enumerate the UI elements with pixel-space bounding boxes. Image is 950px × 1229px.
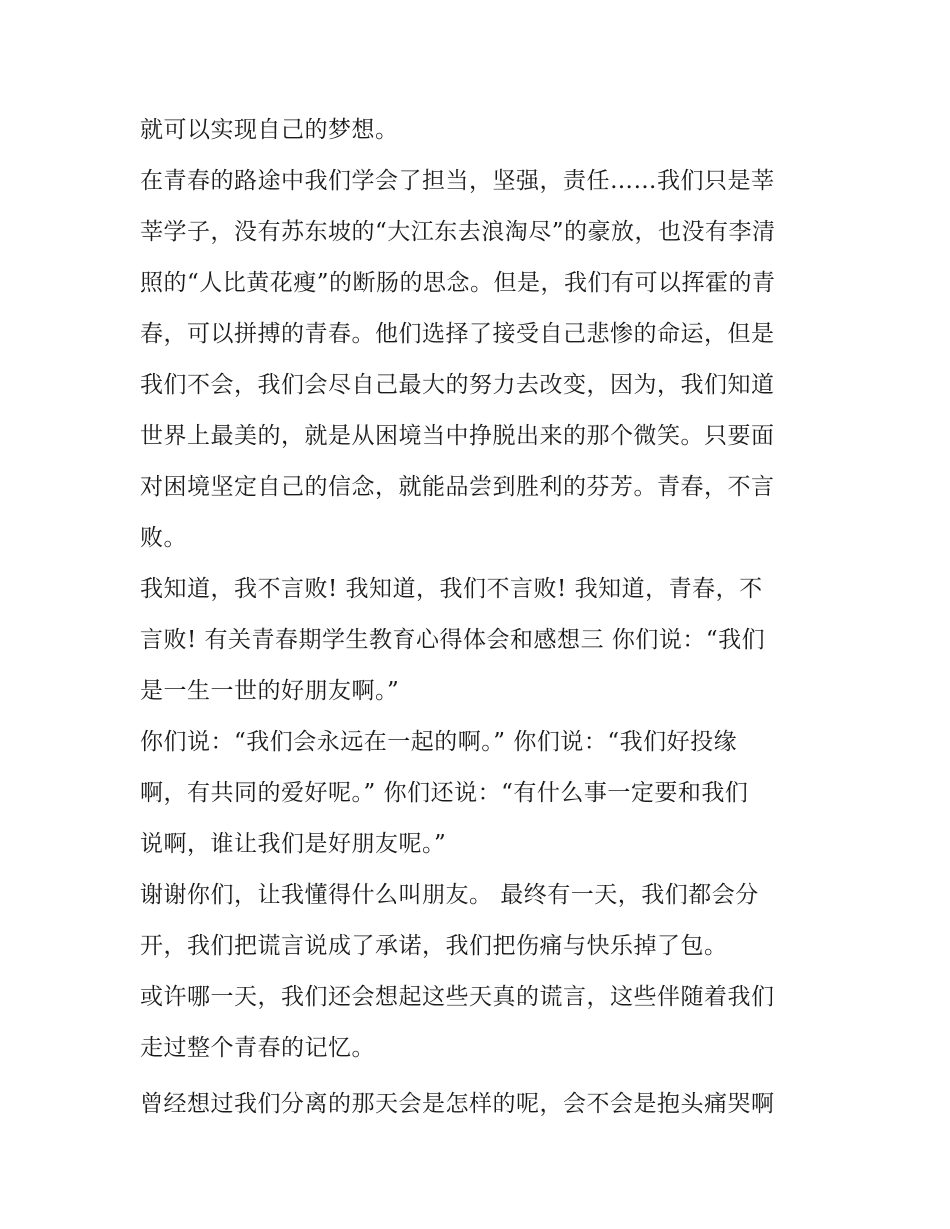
text-line: 你们说：“我们会永远在一起的啊。” 你们说：“我们好投缘 xyxy=(140,729,738,755)
text-line: 莘学子，没有苏东坡的“大江东去浪淘尽”的豪放，也没有李清 xyxy=(140,219,776,245)
text-line: 在青春的路途中我们学会了担当，坚强，责任……我们只是莘 xyxy=(140,168,775,194)
text-line: 世界上最美的，就是从困境当中挣脱出来的那个微笑。只要面 xyxy=(140,423,775,449)
text-line: 我知道，我不言败! 我知道，我们不言败! 我知道，青春，不 xyxy=(140,576,763,602)
text-line: 谢谢你们，让我懂得什么叫朋友。 最终有一天，我们都会分 xyxy=(140,882,759,908)
text-line: 是一生一世的好朋友啊。” xyxy=(140,678,400,704)
text-line: 曾经想过我们分离的那天会是怎样的呢，会不会是抱头痛哭啊 xyxy=(140,1091,775,1117)
text-line: 说啊，谁让我们是好朋友呢。” xyxy=(140,831,447,857)
text-line: 走过整个青春的记忆。 xyxy=(140,1035,375,1061)
text-line: 言败! 有关青春期学生教育心得体会和感想三 你们说：“我们 xyxy=(140,627,766,653)
text-line: 春，可以拼搏的青春。他们选择了接受自己悲惨的命运，但是 xyxy=(140,321,775,347)
text-line: 照的“人比黄花瘦”的断肠的思念。但是，我们有可以挥霍的青 xyxy=(140,270,776,296)
text-line: 或许哪一天，我们还会想起这些天真的谎言，这些伴随着我们 xyxy=(140,984,775,1010)
text-line: 对困境坚定自己的信念，就能品尝到胜利的芬芳。青春，不言 xyxy=(140,474,775,500)
text-line: 我们不会，我们会尽自己最大的努力去改变，因为，我们知道 xyxy=(140,372,775,398)
text-line: 开，我们把谎言说成了承诺，我们把伤痛与快乐掉了包。 xyxy=(140,933,728,959)
text-line: 就可以实现自己的梦想。 xyxy=(140,117,399,143)
text-line: 啊，有共同的爱好呢。” 你们还说：“有什么事一定要和我们 xyxy=(140,780,749,806)
text-line: 败。 xyxy=(140,525,187,551)
